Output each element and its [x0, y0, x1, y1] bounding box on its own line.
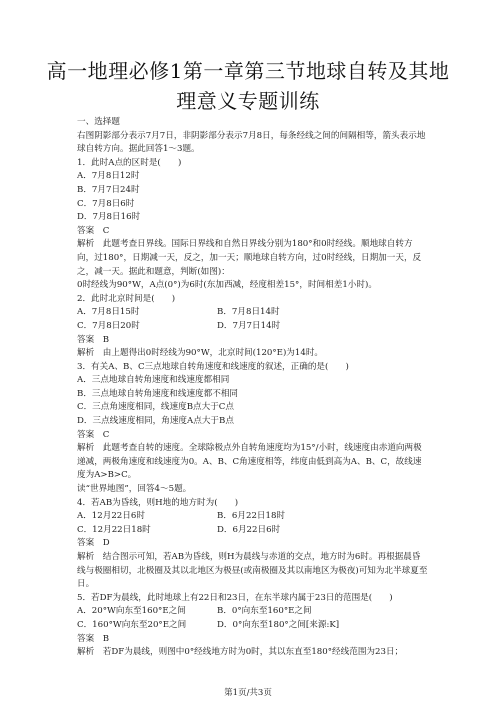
question-5-analysis: 解析 若DF为晨线，则图中0°经线地方时为0时，其以东直至180°经线范围为23日； — [77, 647, 404, 658]
question-5-options-row-1 — [77, 605, 429, 619]
question-4-analysis: 解析 结合图示可知，若AB为昏线，则H为晨线与赤道的交点，地方时为6时。再根据晨昏线与极圈相切，北极圈及其以北地区为极昼(或南极圈及其以南地区为极夜)可知为北半球夏至日。 — [77, 552, 428, 590]
question-3-option-d: D．三点线速度相同，角速度A点大于B点 — [77, 416, 234, 427]
question-3-option-c: C．三点角速度相同，线速度B点大于C点 — [77, 402, 234, 413]
question-3-analysis: 解析 此题考查自转的速度。全球除极点外自转角速度均为15°/小时，线速度由赤道向两极递减，两极角速度和线速度为0。A、B、C角速度相等，纬度由低到高为A、B、C，故线速度为A>B>C。 — [77, 443, 422, 481]
question-4-options-row-2 — [77, 524, 429, 538]
question-2-answer: 答案 B — [77, 334, 110, 345]
question-4-stem: 4．若AB为昏线，则H地的地方时为( ) — [77, 497, 239, 508]
question-1-option-a: A．7月8日12时 — [77, 171, 140, 182]
question-4-option-a: A．12月22日6时 — [77, 511, 145, 522]
question-2-option-d: D．7月7日14时 — [217, 320, 281, 331]
question-1-option-c: C．7月8日6时 — [77, 198, 135, 209]
question-2-options-row-1 — [77, 306, 429, 320]
question-2-option-a: A．7月8日15时 — [77, 307, 140, 318]
question-3-stem: 3．有关A、B、C三点地球自转角速度和线速度的叙述，正确的是( ) — [77, 361, 349, 372]
question-5-option-b: B．0°向东至160°E之间 — [217, 606, 312, 617]
question-5-option-d: D．0°向东至180°之间[来源:K] — [217, 619, 340, 630]
question-5-answer: 答案 B — [77, 633, 110, 644]
question-2-stem: 2．此时北京时间是( ) — [77, 293, 176, 304]
question-3-answer: 答案 C — [77, 429, 110, 440]
document-title: 高一地理必修1第一章第三节地球自转及其地理意义专题训练 — [46, 59, 450, 113]
question-5-options-row-2 — [77, 619, 429, 633]
intro-paragraph: 右图阴影部分表示7月7日，非阴影部分表示7月8日，每条经线之间的间隔相等，箭头表示地球自转方向。据此回答1～3题。 — [77, 130, 426, 155]
page-number: 第1页/共3页 — [224, 688, 272, 698]
question-1-option-b: B．7月7日24时 — [77, 184, 140, 195]
question-2-option-b: B．7月8日14时 — [217, 307, 280, 318]
question-4-option-d: D．6月22日6时 — [217, 524, 281, 535]
question-1-analysis: 解析 此题考查日界线。国际日界线和自然日界线分别为180°和0时经线。顺地球自转方向，过180°，日期减一天，反之，加一天；顺地球自转方向，过0时经线，日期加一天，反之，减一天。据此和题意，判断(如图)： — [77, 239, 422, 277]
question-1-analysis-2: 0时经线为90°W，A点(0°)为6时(东加西减，经度相差15°，时间相差1小时)。 — [77, 280, 377, 291]
question-4-options-row-1 — [77, 510, 429, 524]
question-1-answer: 答案 C — [77, 225, 110, 236]
question-4-answer: 答案 D — [77, 538, 110, 549]
section-heading: 一、选择题 — [77, 117, 120, 127]
question-5-option-a: A．20°W向东至160°E之间 — [77, 606, 186, 617]
question-2-options-row-2 — [77, 320, 429, 334]
question-3-option-a: A．三点地球自转角速度和线速度都相同 — [77, 375, 230, 386]
question-4-option-c: C．12月22日18时 — [77, 524, 151, 535]
question-1-stem: 1．此时A点的区时是( ) — [77, 157, 182, 168]
question-5-option-c: C．160°W向东至20°E之间 — [77, 619, 187, 630]
question-4-option-b: B．6月22日18时 — [217, 511, 286, 522]
document-body — [77, 116, 429, 660]
question-3-option-b: B．三点地球自转角速度和线速度都不相同 — [77, 388, 239, 399]
question-5-stem: 5．若DF为晨线，此时地球上有22日和23日，在东半球内属于23日的范围是( ) — [77, 592, 393, 603]
reading-prompt: 读“世界地图”，回答4～5题。 — [77, 484, 192, 495]
question-2-analysis: 解析 由上题得出0时经线为90°W，北京时间(120°E)为14时。 — [77, 348, 324, 359]
question-2-option-c: C．7月8日20时 — [77, 320, 140, 331]
question-1-option-d: D．7月8日16时 — [77, 212, 141, 223]
